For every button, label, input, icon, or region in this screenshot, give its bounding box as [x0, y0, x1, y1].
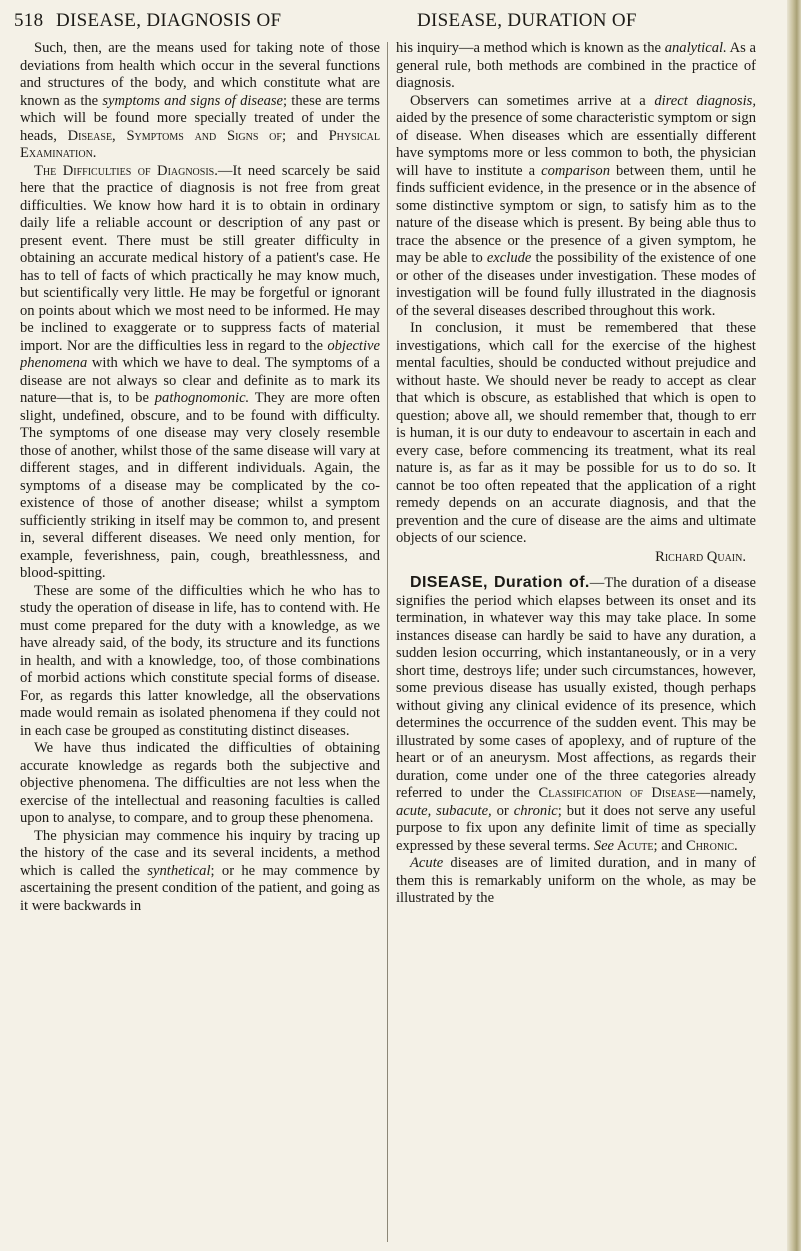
paragraph: Observers can sometimes arrive at a direct diagnosis, aided by the presence of some characteristic symptom or sign of disease. When diseases which are essentially different have symptoms more or less common to both, the physician will have to institute a comparison between them, until he finds sufficient evidence, in the presence or in the absence of some distinctive symptom or sign, to satisfy him as to the nature of the disease which is present. By being able thus to trace the absence or the presence of a given symptom, he may be able to exclude the possibility of the existence of one or other of the diseases under investigation. These modes of investigation will be found fully illustrated in the diagnosis of the several diseases described throughout this work.: [396, 92, 756, 319]
paragraph: The physician may commence his inquiry by tracing up the history of the case and its several incidents, a method which is called the synthetical; or he may commence by ascertaining the present condition of the patient, and going as it were backwards in: [20, 827, 380, 914]
paragraph: We have thus indicated the difficulties of obtaining accurate knowledge as regards both the subjective and objective phenomena. The difficulties are not less when the exercise of the intellectual and reasoning faculties is called upon to analyse, to compare, and to group these phenomena.: [20, 740, 380, 826]
paragraph: DISEASE, Duration of.—The duration of a disease signifies the period which elapses between its onset and its termination, in whatever way this may take place. In some instances disease can hardly be said to have any duration, a sudden lesion occurring, which instantaneously, or in a very short time, destroys life; under such circumstances, however, some previous disease has usually existed, though perhaps without giving any clinical evidence of its presence, which determines the occurrence of the sudden event. This may be illustrated by some cases of apoplexy, and of rupture of the heart or of an aneurysm. Most affections, as regards their duration, come under one of the three categories already referred to under the Classification of Disease—namely, acute, subacute, or chronic; but it does not serve any useful purpose to fix upon any definite limit of time as specially expressed by these several terms. See Acute; and Chronic.: [396, 574, 756, 854]
paragraph: The Difficulties of Diagnosis.—It need scarcely be said here that the practice of diagnosis is not free from great difficulties. We know how hard it is to obtain in ordinary daily life a reliable account or description of any past or present event. There must be still greater difficulty in obtaining an accurate medical history of a patient's case. He has to tell of facts of which practically he may know much, but scientifically very little. He may be forgetful or ignorant on points about which we most need to be informed. He may be inclined to exaggerate or to suppress facts of material import. Nor are the difficulties less in regard to the objective phenomena with which we have to deal. The symptoms of a disease are not always so clear and definite as to mark its nature—that is, to be pathognomonic. They are more often slight, undefined, obscure, and to be found with difficulty. The symptoms of one disease may very closely resemble those of another, whilst those of the same disease will vary at different stages, and in different individuals. Again, the symptoms of a disease may be complicated by the co-existence of those of another disease; whilst a symptom sufficiently striking in itself may be common to, and present in, several different diseases. We need only mention, for example, feverishness, pain, cough, breathlessness, and blood-spitting.: [20, 162, 380, 581]
page-number: 518: [14, 10, 44, 31]
right-column: [396, 40, 756, 1245]
entry-heading: DISEASE, Duration of.: [410, 574, 590, 591]
paragraph: These are some of the difficulties which he who has to study the operation of disease in life, has to contend with. He must come prepared for the duty with a knowledge, as we have already said, of the body, its structure and its functions in health, and with a knowledge, too, of those combinations of morbid actions which constitute special forms of disease. For, as regards this latter knowledge, all the observations made would remain as isolated phenomena if they could not in each case be grouped as constituting distinct diseases.: [20, 582, 380, 739]
paragraph: his inquiry—a method which is known as the analytical. As a general rule, both methods are combined in the practice of diagnosis.: [396, 40, 756, 91]
left-column: [20, 40, 380, 1245]
column-divider: [387, 42, 388, 1242]
right-running-title: DISEASE, DURATION OF: [417, 10, 637, 31]
section-heading: The Difficulties of Diagnosis.: [34, 162, 218, 179]
running-header: [14, 10, 779, 36]
page-edge-shadow: [787, 0, 801, 1251]
left-running-title: DISEASE, DIAGNOSIS OF: [56, 10, 282, 31]
author-signature: Richard Quain.: [655, 548, 746, 565]
paragraph: Acute diseases are of limited duration, and in many of them this is remarkably uniform on the whole, as may be illustrated by the: [396, 855, 756, 906]
paragraph: In conclusion, it must be remembered that these investigations, which call for the exercise of the highest mental faculties, should be conducted without prejudice and without haste. We should never be ready to accept as clear that which is obscure, as established that which is open to question; above all, we should remember that, though to err is human, it is our duty to endeavour to ascertain in each and every case, before commencing its treatment, what its real nature is, as far as it may be possible for us to do so. It cannot be too often repeated that the application of a right remedy depends on an accurate diagnosis, and that the prevention and the cure of disease are the aims and ultimate objects of our science.: [396, 320, 756, 546]
paragraph: Such, then, are the means used for taking note of those deviations from health which occur in the several functions and structures of the body, and which constitute what are known as the symptoms and signs of disease; these are terms which will be found more specially treated of under the heads, Disease, Symptoms and Signs of; and Physical Examination.: [20, 40, 380, 161]
